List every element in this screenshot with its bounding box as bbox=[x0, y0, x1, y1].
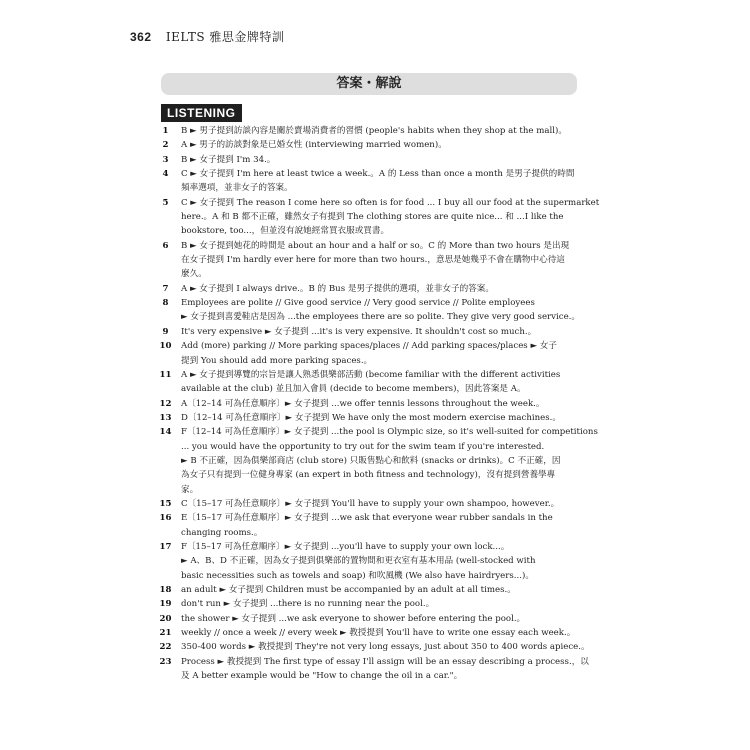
answer-explanation bbox=[181, 124, 590, 138]
explanation-line: C ► 女子提到 I'm here at least twice a week.。A 的 Less than once a month 是男子提供的時間 bbox=[181, 169, 575, 180]
answer-number: 3 bbox=[162, 154, 169, 165]
answer-item bbox=[150, 583, 590, 597]
explanation-line: 在女子提到 I'm hardly ever here for more than two hours.，意思是她幾乎不會在購物中心待這 bbox=[181, 255, 565, 266]
answer-number: 11 bbox=[159, 369, 172, 380]
answer-number: 10 bbox=[159, 341, 172, 352]
explanation-line: the shower ► 女子提到 ...we ask everyone to shower before entering the pool.。 bbox=[181, 613, 526, 624]
answer-item bbox=[150, 153, 590, 167]
answer-explanation bbox=[181, 640, 590, 654]
explanation-line: Add (more) parking // More parking spaces/places // Add parking spaces/places ► 女子 bbox=[181, 341, 557, 352]
answer-item bbox=[150, 655, 590, 684]
answer-explanation bbox=[181, 540, 590, 583]
answer-explanation bbox=[181, 597, 590, 611]
answer-explanation bbox=[181, 612, 590, 626]
explanation-line: B ► 女子提到 I'm 34.。 bbox=[181, 154, 276, 165]
explanation-line: C〔15–17 可為任意順序〕► 女子提到 You'll have to supply your own shampoo, however.。 bbox=[181, 498, 560, 509]
explanation-line: B ► 男子提到訪談內容是關於賣場消費者的習慣 (people's habits when they shop at the mall)。 bbox=[181, 126, 567, 136]
answer-number: 9 bbox=[162, 326, 169, 337]
explanation-line: here.。A 和 B 都不正確，雖然女子有提到 The clothing stores are quite nice... 和 ...I like the bbox=[181, 212, 564, 223]
book-title: IELTS 雅思金牌特訓 bbox=[165, 30, 285, 44]
answer-item bbox=[150, 640, 590, 654]
answer-number: 15 bbox=[159, 498, 172, 509]
explanation-line: basic necessities such as towels and soap) 和吹風機 (We also have hairdryers...)。 bbox=[181, 570, 534, 581]
explanation-line: F〔15–17 可為任意順序〕► 女子提到 ...you'll have to supply your own lock...。 bbox=[181, 541, 510, 552]
answer-item bbox=[150, 296, 590, 325]
explanation-line: Process ► 教授提到 The first type of essay I'll assign will be an essay describing a process.，以 bbox=[181, 656, 589, 667]
answer-item bbox=[150, 497, 590, 511]
answer-number: 21 bbox=[159, 628, 172, 639]
answer-explanation bbox=[181, 583, 590, 597]
answer-explanation bbox=[181, 325, 590, 339]
answer-item bbox=[150, 124, 590, 138]
answer-explanation bbox=[181, 296, 590, 325]
answer-explanation bbox=[181, 138, 590, 152]
page-number: 362 bbox=[130, 30, 152, 44]
answer-list bbox=[150, 124, 600, 683]
answer-number: 4 bbox=[162, 169, 169, 180]
answer-number: 16 bbox=[159, 513, 172, 524]
banner-title: 答案・解說 bbox=[336, 76, 402, 91]
answer-explanation bbox=[181, 511, 590, 540]
answer-item bbox=[150, 339, 590, 368]
answer-explanation bbox=[181, 397, 590, 411]
answer-item bbox=[150, 597, 590, 611]
answer-number: 19 bbox=[159, 599, 172, 610]
explanation-line: available at the club) 並且加入會員 (decide to become members)，因此答案是 A。 bbox=[181, 384, 526, 395]
answer-explanation bbox=[181, 167, 590, 196]
answer-explanation bbox=[181, 411, 590, 425]
answer-number: 14 bbox=[159, 427, 172, 438]
answer-number: 2 bbox=[162, 140, 169, 151]
answer-number: 18 bbox=[159, 585, 172, 595]
answer-explanation bbox=[181, 239, 590, 282]
answer-explanation bbox=[181, 196, 599, 239]
answer-item bbox=[150, 167, 590, 196]
explanation-line: 頻率選項，並非女子的答案。 bbox=[181, 183, 293, 194]
explanation-line: A ► 女子提到導覽的宗旨是讓人熟悉俱樂部活動 (become familiar with the different activities bbox=[181, 369, 561, 380]
answer-explanation bbox=[181, 339, 590, 368]
explanation-line: A ► 男子的訪談對象是已婚女性 (interviewing married women)。 bbox=[181, 140, 447, 151]
explanation-line: ► A、B、D 不正確，因為女子提到俱樂部的置物間和更衣室有基本用品 (well-stocked with bbox=[181, 556, 536, 567]
answer-explanation bbox=[181, 282, 590, 296]
answer-item bbox=[150, 282, 590, 296]
answer-number: 13 bbox=[159, 412, 172, 423]
answer-explanation bbox=[181, 497, 590, 511]
answer-item bbox=[150, 411, 590, 425]
explanation-line: changing rooms.。 bbox=[181, 527, 263, 538]
answer-item bbox=[150, 138, 590, 152]
explanation-line: 麼久。 bbox=[181, 269, 207, 280]
answer-item bbox=[150, 239, 590, 282]
explanation-line: A ► 女子提到 I always drive.。B 的 Bus 是男子提供的選項，並非女子的答案。 bbox=[181, 283, 494, 294]
answer-explanation bbox=[181, 626, 590, 640]
explanation-line: bookstore, too...，但並沒有說她經常買衣服或買書。 bbox=[181, 226, 390, 237]
section-banner bbox=[161, 73, 577, 95]
explanation-line: weekly // once a week // every week ► 教授提到 You'll have to write one essay each week.。 bbox=[181, 628, 576, 639]
explanation-line: C ► 女子提到 The reason I come here so often is for food ... I buy all our food at the supermarket bbox=[181, 197, 600, 208]
answer-explanation bbox=[181, 655, 590, 684]
explanation-line: ► B 不正確，因為俱樂部商店 (club store) 只販售點心和飲料 (snacks or drinks)。C 不正確，因 bbox=[181, 455, 561, 466]
answer-number: 1 bbox=[162, 126, 169, 136]
answer-item bbox=[150, 368, 590, 397]
answer-number: 20 bbox=[159, 613, 172, 624]
explanation-line: It's very expensive ► 女子提到 ...it's is very expensive. It shouldn't cost so much.。 bbox=[181, 326, 537, 337]
answer-explanation bbox=[181, 153, 590, 167]
explanation-line: Employees are polite // Give good service // Very good service // Polite employees bbox=[181, 298, 535, 309]
explanation-line: F〔12–14 可為任意順序〕► 女子提到 ...the pool is Olympic size, so it's well-suited for competitions bbox=[181, 427, 598, 438]
explanation-line: A〔12–14 可為任意順序〕► 女子提到 ...we offer tennis lessons throughout the week.。 bbox=[181, 398, 545, 409]
explanation-line: 家。 bbox=[181, 484, 199, 495]
answer-item bbox=[150, 196, 600, 239]
explanation-line: D〔12–14 可為任意順序〕► 女子提到 We have only the most modern exercise machines.。 bbox=[181, 412, 561, 423]
explanation-line: ► 女子提到喜愛鞋店是因為 ...the employees there are so polite. They give very good service.。 bbox=[181, 312, 580, 323]
explanation-line: 及 A better example would be "How to change the oil in a car."。 bbox=[181, 671, 463, 682]
explanation-line: an adult ► 女子提到 Children must be accompanied by an adult at all times.。 bbox=[181, 585, 516, 595]
explanation-line: ... you would have the opportunity to try out for the swim team if you're interested. bbox=[181, 441, 545, 452]
answer-item bbox=[150, 511, 590, 540]
answer-number: 8 bbox=[162, 298, 169, 309]
running-head bbox=[130, 28, 284, 45]
explanation-line: E〔15–17 可為任意順序〕► 女子提到 ...we ask that everyone wear rubber sandals in the bbox=[181, 513, 553, 524]
explanation-line: 為女子只有提到一位健身專家 (an expert in both fitness and technology)，沒有提到營養學專 bbox=[181, 470, 556, 481]
answer-item bbox=[150, 397, 590, 411]
answer-number: 23 bbox=[159, 656, 172, 667]
answer-item bbox=[150, 612, 590, 626]
explanation-line: B ► 女子提到她花的時間是 about an hour and a half or so。C 的 More than two hours 是出現 bbox=[181, 240, 570, 251]
answer-item bbox=[150, 540, 590, 583]
answer-number: 5 bbox=[162, 197, 169, 208]
answer-number: 12 bbox=[159, 398, 172, 409]
answer-number: 6 bbox=[162, 240, 169, 251]
answer-item bbox=[150, 325, 590, 339]
answer-number: 7 bbox=[162, 283, 169, 294]
answer-explanation bbox=[181, 425, 598, 497]
explanation-line: don't run ► 女子提到 ...there is no running near the pool.。 bbox=[181, 599, 435, 610]
answer-number: 17 bbox=[159, 541, 172, 552]
section-label: LISTENING bbox=[161, 104, 242, 122]
explanation-line: 提到 You should add more parking spaces.。 bbox=[181, 355, 373, 366]
answer-item bbox=[150, 626, 590, 640]
answer-explanation bbox=[181, 368, 590, 397]
answer-item bbox=[150, 425, 598, 497]
explanation-line: 350-400 words ► 教授提到 They're not very long essays, just about 350 to 400 words apiece.。 bbox=[181, 642, 590, 653]
answer-number: 22 bbox=[159, 642, 172, 653]
